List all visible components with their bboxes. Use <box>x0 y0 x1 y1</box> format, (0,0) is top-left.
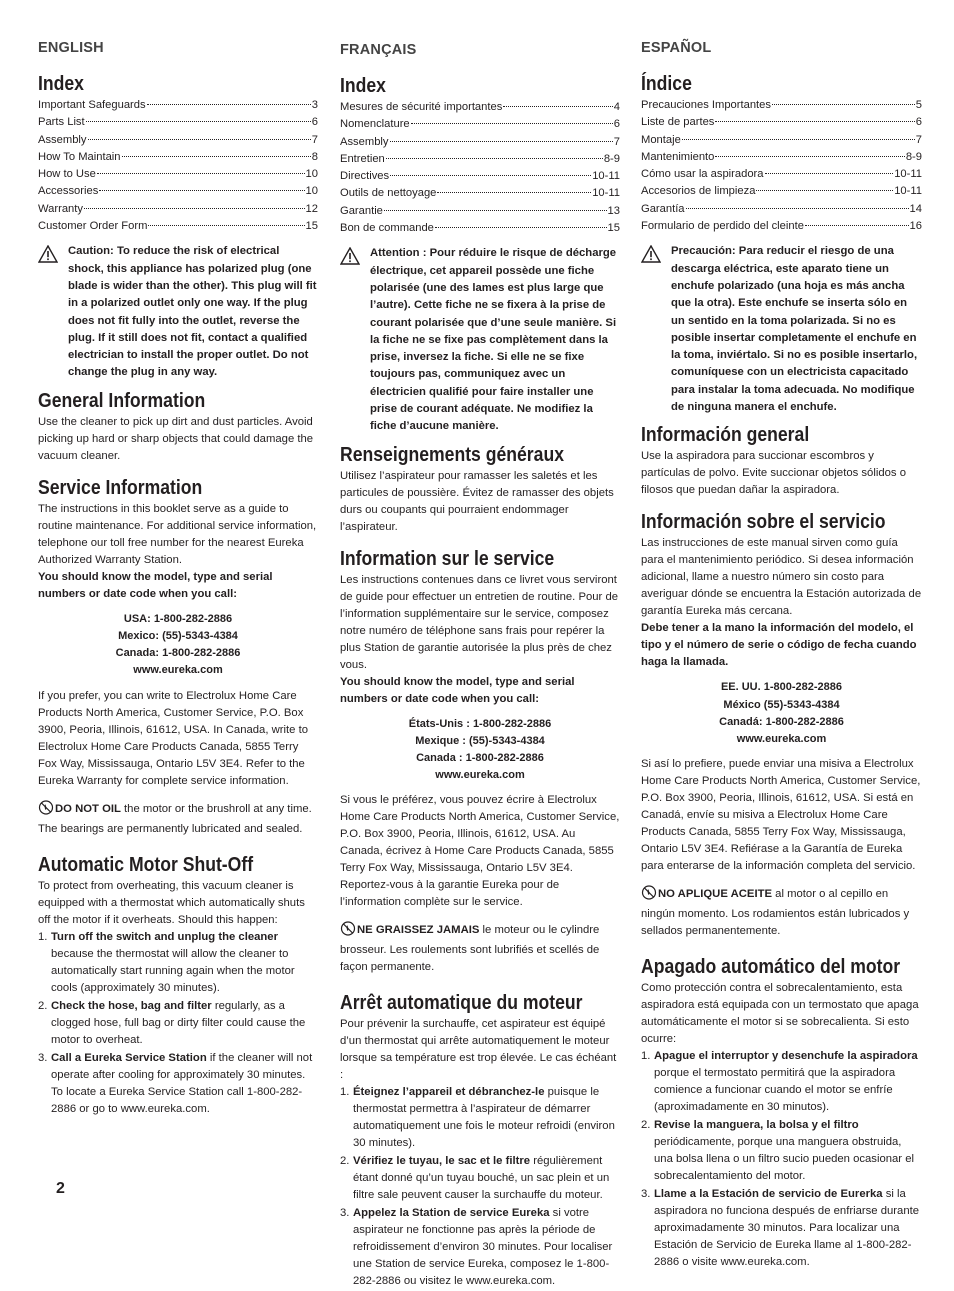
toc-dot-leader <box>86 121 311 122</box>
step-bold: Appelez la Station de service Eureka <box>353 1207 550 1220</box>
shutoff-step <box>38 1050 318 1118</box>
toc-entry-label: Garantía <box>641 202 685 215</box>
step-number: 2. <box>641 1119 651 1132</box>
step-rest: si la aspiradora no funciona después de enfriarse durante aproximadamente 30 minutos. Para localizar una Estación de Servicio de Eureka llame al 1-800-282-2886 o visite www.eureka.com. <box>654 1188 920 1269</box>
contact-phone-line: Mexique : (55)-5343-4384 <box>415 734 545 747</box>
do-not-oil-bold: NO APLIQUE ACEITE <box>658 888 773 901</box>
toc-entry-page: 7 <box>613 135 620 148</box>
service-information-note: You should know the model, type and serial numbers or date code when you call: <box>38 570 273 600</box>
caution-box <box>38 243 318 381</box>
service-information-title: Information sur le service <box>340 547 555 570</box>
step-text <box>353 1153 620 1204</box>
toc-entry-label: Liste de partes <box>641 116 715 129</box>
index-title: Índice <box>641 73 692 95</box>
toc-entry <box>641 114 922 131</box>
toc-entry-page: 8-9 <box>603 152 620 165</box>
do-not-oil-text: the motor or the brushroll at any time. The bearings are permanently lubricated and sealed. <box>38 802 312 835</box>
step-rest: periódicamente, porque una manguera obstruida, una bolsa llena o un filtro sucio pueden ocasionar el sobrecalentamiento del motor. <box>654 1136 915 1183</box>
step-rest: because the thermostat will allow the cleaner to automatically start running again when the motor cools (approximately 30 minutes). <box>51 947 295 994</box>
motor-shutoff-steps <box>641 1048 922 1271</box>
step-text <box>51 998 318 1049</box>
toc-entry-page: 6 <box>915 116 922 129</box>
toc-entry-page: 3 <box>311 99 318 111</box>
toc-entry-page: 16 <box>909 220 922 233</box>
motor-shutoff-title: Automatic Motor Shut-Off <box>38 853 254 876</box>
toc-entry-page: 4 <box>613 101 620 113</box>
no-oil-icon <box>38 800 54 821</box>
toc-entry <box>340 134 620 151</box>
toc-entry <box>38 183 318 200</box>
contact-phone-line: Canada: 1-800-282-2886 <box>115 647 241 660</box>
general-information-text: Use la aspiradora para succionar escombros y partículas de polvo. Evite succionar objetos sólidos o filosos que puedan dañar la aspiradora. <box>641 450 906 497</box>
toc-dot-leader <box>805 225 909 226</box>
toc-entry-label: Customer Order Form <box>38 220 148 233</box>
toc-entry-label: Assembly <box>340 135 389 148</box>
caution-box <box>641 243 922 416</box>
contact-phone-line: www.eureka.com <box>736 732 827 745</box>
toc-entry <box>38 114 318 131</box>
contact-phone-line: EE. UU. 1-800-282-2886 <box>720 681 843 694</box>
do-not-oil-note <box>38 800 318 838</box>
toc-entry-label: Assembly <box>38 133 87 146</box>
toc-entry-page: 8 <box>311 150 318 163</box>
do-not-oil-text: le moteur ou le cylindre brosseur. Les roulements sont lubrifiés et scellés de façon permanente. <box>340 924 600 974</box>
toc-entry-label: Cómo usar la aspiradora <box>641 168 764 181</box>
toc-dot-leader <box>99 190 304 191</box>
column-english <box>38 36 318 1119</box>
contact-phone-line: Canada : 1-800-282-2886 <box>416 752 544 765</box>
toc-entry-label: Accessories <box>38 185 99 198</box>
column-spanish <box>641 36 922 1272</box>
caution-text: Caution: To reduce the risk of electrical shock, this appliance has polarized plug (one blade is wider than the other). This plug will fit in a polarized outlet only one way. If the plug does not fit fully into the outlet, reverse the plug. If it still does not fit, contact a qualified electrician to install the proper outlet. Do not change the plug in any way. <box>68 245 317 379</box>
shutoff-step <box>38 929 318 997</box>
service-information-text: The instructions in this booklet serve as a guide to routine maintenance. For additional service information, telephone our toll free number for the nearest Eureka Authorized Warranty Station. <box>38 502 317 566</box>
toc-dot-leader <box>84 208 305 209</box>
toc-dot-leader <box>97 173 305 174</box>
caution-box <box>340 245 620 435</box>
do-not-oil-note <box>641 885 922 940</box>
step-bold: Check the hose, bag and filter <box>51 999 212 1012</box>
contact-phone-line: Canadá: 1-800-282-2886 <box>719 715 844 728</box>
toc-entry <box>38 132 318 149</box>
toc-dot-leader <box>435 227 607 228</box>
do-not-oil-note <box>340 921 620 976</box>
toc-entry-page: 12 <box>305 202 318 215</box>
toc-entry <box>340 116 620 133</box>
toc-entry <box>641 218 922 235</box>
toc-dot-leader <box>390 141 613 142</box>
step-rest: régulièrement étant donné qu’un tuyau bouché, un sac plein et un filtre sale peuvent causer la surchauffe du moteur. <box>353 1155 610 1202</box>
step-bold: Call a Eureka Service Station <box>51 1051 207 1064</box>
toc-dot-leader <box>765 173 894 174</box>
table-of-contents <box>641 97 922 235</box>
toc-dot-leader <box>147 104 311 105</box>
toc-entry-label: Montaje <box>641 133 681 146</box>
toc-dot-leader <box>411 123 613 124</box>
step-text <box>353 1084 620 1152</box>
toc-dot-leader <box>390 175 591 176</box>
toc-entry-label: Outils de nettoyage <box>340 187 437 200</box>
toc-dot-leader <box>122 156 311 157</box>
toc-entry-page: 8-9 <box>905 150 922 163</box>
toc-dot-leader <box>148 225 304 226</box>
toc-dot-leader <box>715 156 904 157</box>
step-bold: Turn off the switch and unplug the cleaner <box>51 930 278 943</box>
toc-entry <box>340 185 620 202</box>
toc-dot-leader <box>437 192 591 193</box>
service-information-title: Información sobre el servicio <box>641 511 886 534</box>
toc-dot-leader <box>686 208 909 209</box>
warning-triangle-icon <box>340 245 370 435</box>
toc-entry <box>340 168 620 185</box>
toc-entry <box>38 97 318 114</box>
toc-entry-label: Directives <box>340 170 390 183</box>
general-information-title: Renseignements généraux <box>340 443 564 466</box>
step-rest: porque el termostato permitirá que la aspiradora comience a funcionar cuando el motor se enfríe (aproximadamente en 30 minutos). <box>654 1067 896 1114</box>
do-not-oil-bold: NE GRAISSEZ JAMAIS <box>357 924 480 937</box>
caution-text: Precaución: Para reducir el riesgo de una descarga eléctrica, este aparato tiene un enchufe polarizado (una hoja es más ancha que la otra). Este enchufe se inserta sólo en un sentido en la toma polarizada. Si no es posible insertar completamente el enchufe en la toma, inviértalo. Si no es posible insertarlo, comuníquese con un electricista capacitado para instalar la toma adecuada. No modifique de ninguna manera el enchufe. <box>671 245 918 414</box>
mailing-address-text: If you prefer, you can write to Electrolux Home Care Products North America, Customer Service, P.O. Box 3900, Peoria, Illinois, 61612, USA. In Canada, write to Electrolux Home Care Products Canada, 5855 Terry Fox Way, Mississauga, Ontario L5V 3E4. Refer to the Eureka Warranty for complete service information. <box>38 689 309 787</box>
motor-shutoff-text: To protect from overheating, this vacuum cleaner is equipped with a thermostat which automatically shuts off the motor if it overheats. Should this happen: <box>38 879 305 926</box>
toc-entry-label: How To Maintain <box>38 150 121 163</box>
shutoff-step <box>340 1153 620 1204</box>
motor-shutoff-steps <box>38 929 318 1118</box>
toc-entry-label: Bon de commande <box>340 222 434 235</box>
shutoff-step <box>340 1084 620 1152</box>
step-rest: if the cleaner will not operate after cooling for approximately 30 minutes. To locate a Eureka Service Station call 1-800-282-2886 or go to www.eureka.com. <box>51 1051 313 1115</box>
toc-entry <box>340 151 620 168</box>
toc-entry <box>641 132 922 149</box>
step-number: 1. <box>38 930 48 943</box>
general-information-title: General Information <box>38 389 206 412</box>
toc-entry-page: 5 <box>915 99 922 111</box>
no-oil-icon <box>340 921 356 942</box>
shutoff-step <box>340 1205 620 1290</box>
motor-shutoff-text: Como protección contra el sobrecalentamiento, esta aspiradora está equipada con un termostato que apaga automáticamente el motor si se sobrecalienta. Si esto ocurre: <box>641 982 919 1046</box>
motor-shutoff-title: Arrêt automatique du moteur <box>340 992 583 1015</box>
step-number: 2. <box>38 999 48 1012</box>
step-bold: Llame a la Estación de servicio de Eurerka <box>654 1188 883 1201</box>
step-number: 3. <box>641 1188 651 1201</box>
contact-phone-line: USA: 1-800-282-2886 <box>123 612 233 625</box>
step-number: 3. <box>38 1051 48 1064</box>
toc-dot-leader <box>386 158 603 159</box>
toc-entry <box>38 149 318 166</box>
step-number: 3. <box>340 1207 350 1220</box>
general-information-text: Use the cleaner to pick up dirt and dust particles. Avoid picking up hard or sharp objects that could damage the vacuum cleaner. <box>38 415 314 462</box>
step-rest: si votre aspirateur ne fonctionne pas après la période de refroidissement d’environ 30 minutes. Pour localiser une Station de service Eureka, composez le 1-800-282-2886 ou visitez le www.eureka.com. <box>353 1207 613 1288</box>
service-information-note: You should know the model, type and serial numbers or date code when you call: <box>340 675 575 705</box>
toc-entry-page: 10-11 <box>894 168 922 181</box>
do-not-oil-bold: DO NOT OIL <box>55 802 121 815</box>
toc-dot-leader <box>772 104 915 105</box>
toc-entry-label: Formulario de perdido del cleinte <box>641 220 804 233</box>
general-information-text: Utilisez l’aspirateur pour ramasser les saletés et les particules de poussière. Évitez de ramasser des objets durs ou coupants qui pourraient endommager l’aspirateur. <box>340 469 614 533</box>
toc-entry <box>38 166 318 183</box>
warning-triangle-icon <box>641 243 671 416</box>
column-french <box>340 36 620 1291</box>
contact-phones <box>340 716 620 785</box>
step-text <box>51 929 318 997</box>
toc-entry-page: 6 <box>311 116 318 129</box>
toc-entry-label: Garantie <box>340 204 383 217</box>
toc-dot-leader <box>682 139 915 140</box>
toc-entry <box>641 183 922 200</box>
toc-entry-page: 13 <box>607 204 620 217</box>
toc-entry-label: Accesorios de limpieza <box>641 185 756 198</box>
table-of-contents <box>38 97 318 235</box>
step-number: 2. <box>340 1155 350 1168</box>
contact-phones <box>38 611 318 680</box>
step-text <box>654 1186 922 1271</box>
toc-entry-label: How to Use <box>38 168 96 181</box>
contact-phone-line: www.eureka.com <box>435 769 525 782</box>
index-title: Index <box>340 75 386 97</box>
toc-entry-page: 10-11 <box>592 170 620 183</box>
toc-entry-page: 7 <box>311 133 318 146</box>
service-information-note: Debe tener a la mano la información del modelo, el tipo y el número de serie o código de fecha cuando haga la llamada. <box>641 622 917 669</box>
step-bold: Apague el interruptor y desenchufe la aspiradora <box>654 1050 918 1063</box>
service-information-text: Les instructions contenues dans ce livret vous serviront de guide pour effectuer un entretien de routine. Pour de l’information supplémentaire sur le service, composez notre numéro de téléphone sans frais pour repérer la plus Station de garantie autorisée la plus près de chez vous. <box>340 573 619 671</box>
contact-phones <box>641 679 922 748</box>
step-number: 1. <box>340 1086 350 1099</box>
page-number: 2 <box>56 1180 65 1197</box>
toc-entry-label: Entretien <box>340 152 385 165</box>
language-heading: ENGLISH <box>38 40 104 56</box>
toc-entry <box>340 99 620 116</box>
do-not-oil-text: al motor o al cepillo en ningún momento. Los rodamientos están lubricados y sellados permanentemente. <box>641 888 910 938</box>
toc-entry-page: 10 <box>305 168 318 181</box>
step-bold: Revise la manguera, la bolsa y el filtro <box>654 1119 859 1132</box>
toc-entry <box>38 218 318 235</box>
shutoff-step <box>641 1186 922 1271</box>
step-bold: Éteignez l’appareil et débranchez-le <box>353 1086 545 1099</box>
toc-dot-leader <box>503 106 612 107</box>
language-heading: ESPAÑOL <box>641 40 712 56</box>
toc-entry <box>340 203 620 220</box>
service-information-text: Las instrucciones de este manual sirven como guía para el mantenimiento periódico. Si desea información adicional, llame a nuestro número sin costo para averiguar dónde se encuentra la Estación autorizada de garantía Eureka más cercana. <box>641 537 922 618</box>
toc-entry-label: Nomenclature <box>340 118 410 131</box>
contact-phone-line: México (55)-5343-4384 <box>723 698 840 711</box>
toc-entry <box>641 149 922 166</box>
toc-dot-leader <box>715 121 914 122</box>
toc-entry-page: 7 <box>915 133 922 146</box>
toc-entry-label: Important Safeguards <box>38 99 146 111</box>
toc-dot-leader <box>384 210 607 211</box>
toc-entry <box>38 201 318 218</box>
warning-triangle-icon <box>38 243 68 381</box>
toc-dot-leader <box>756 190 893 191</box>
toc-entry-page: 14 <box>909 202 922 215</box>
toc-entry <box>641 166 922 183</box>
step-text <box>51 1050 318 1118</box>
contact-phone-line: États-Unis : 1-800-282-2886 <box>408 717 552 730</box>
shutoff-step <box>38 998 318 1049</box>
toc-entry-page: 10-11 <box>592 187 620 200</box>
mailing-address-text: Si vous le préférez, vous pouvez écrire à Electrolux Home Care Products North America, Customer Service, P.O. Box 3900, Peoria, Illinois, 61612, USA. Au Canada, écrivez à Home Care Products Canada, 5855 Terry Fox Way, Mississauga, Ontario L5V 3E4. Reportez-vous à la garantie Eureka pour de l’information complète sur le service. <box>340 794 620 909</box>
toc-entry <box>641 201 922 218</box>
toc-entry-label: Parts List <box>38 116 85 129</box>
toc-entry <box>340 220 620 237</box>
contact-phone-line: Mexico: (55)-5343-4384 <box>118 629 238 642</box>
caution-text: Attention : Pour réduire le risque de décharge électrique, cet appareil possède une fiche polarisée (une des lames est plus large que l’autre). Cette fiche ne se fixera à la prise de courant polarisée que d’une seule manière. Si la fiche ne se fixe pas complètement dans la prise, inversez la fiche. Si elle ne se fixe toujours pas, communiquez avec un électricien qualifié pour faire installer une prise de courant adéquate. Ne modifiez la fiche d’aucune manière. <box>370 247 617 433</box>
language-heading: FRANÇAIS <box>340 42 417 58</box>
step-text <box>654 1048 922 1116</box>
step-text <box>353 1205 620 1290</box>
index-title: Index <box>38 73 84 95</box>
toc-entry-page: 15 <box>305 220 318 233</box>
shutoff-step <box>641 1117 922 1185</box>
toc-dot-leader <box>88 139 311 140</box>
toc-entry <box>641 97 922 114</box>
motor-shutoff-title: Apagado automático del motor <box>641 956 901 979</box>
step-bold: Vérifiez le tuyau, le sac et le filtre <box>353 1155 531 1168</box>
mailing-address-text: Si así lo prefiere, puede enviar una misiva a Electrolux Home Care Products North America, Customer Service, P.O. Box 3900, Peoria, Illinois, 61612, USA. Si está en Canadá, envíe su misiva a Electrolux Home Care Products Canada, 5855 Terry Fox Way, Mississauga, Ontario L5V 3E4. Refiérase a la Garantía de Eureka para enterarse de la información completa del servicio. <box>641 758 921 873</box>
toc-entry-page: 10-11 <box>894 185 922 198</box>
motor-shutoff-steps <box>340 1084 620 1290</box>
general-information-title: Información general <box>641 424 810 447</box>
step-text <box>654 1117 922 1185</box>
table-of-contents <box>340 99 620 237</box>
toc-entry-label: Warranty <box>38 202 83 215</box>
shutoff-step <box>641 1048 922 1116</box>
toc-entry-page: 15 <box>607 222 620 235</box>
service-information-title: Service Information <box>38 476 203 499</box>
step-rest: puisque le thermostat permettra à l’aspirateur de démarrer automatiquement une fois le moteur refroidi (environ 30 minutes). <box>353 1086 615 1150</box>
step-rest: regularly, as a clogged hose, full bag or dirty filter could cause the motor to overheat. <box>51 999 306 1046</box>
motor-shutoff-text: Pour prévenir la surchauffe, cet aspirateur est équipé d’un thermostat qui arrête automatiquement le moteur lorsque sa température est trop élevée. Le cas échéant : <box>340 1018 617 1082</box>
no-oil-icon <box>641 885 657 906</box>
toc-entry-label: Precauciones Importantes <box>641 99 771 111</box>
toc-entry-page: 10 <box>305 185 318 198</box>
step-number: 1. <box>641 1050 651 1063</box>
contact-phone-line: www.eureka.com <box>133 664 223 677</box>
toc-entry-label: Mesures de sécurité importantes <box>340 101 503 113</box>
toc-entry-page: 6 <box>613 118 620 131</box>
toc-entry-label: Mantenimiento <box>641 150 715 163</box>
